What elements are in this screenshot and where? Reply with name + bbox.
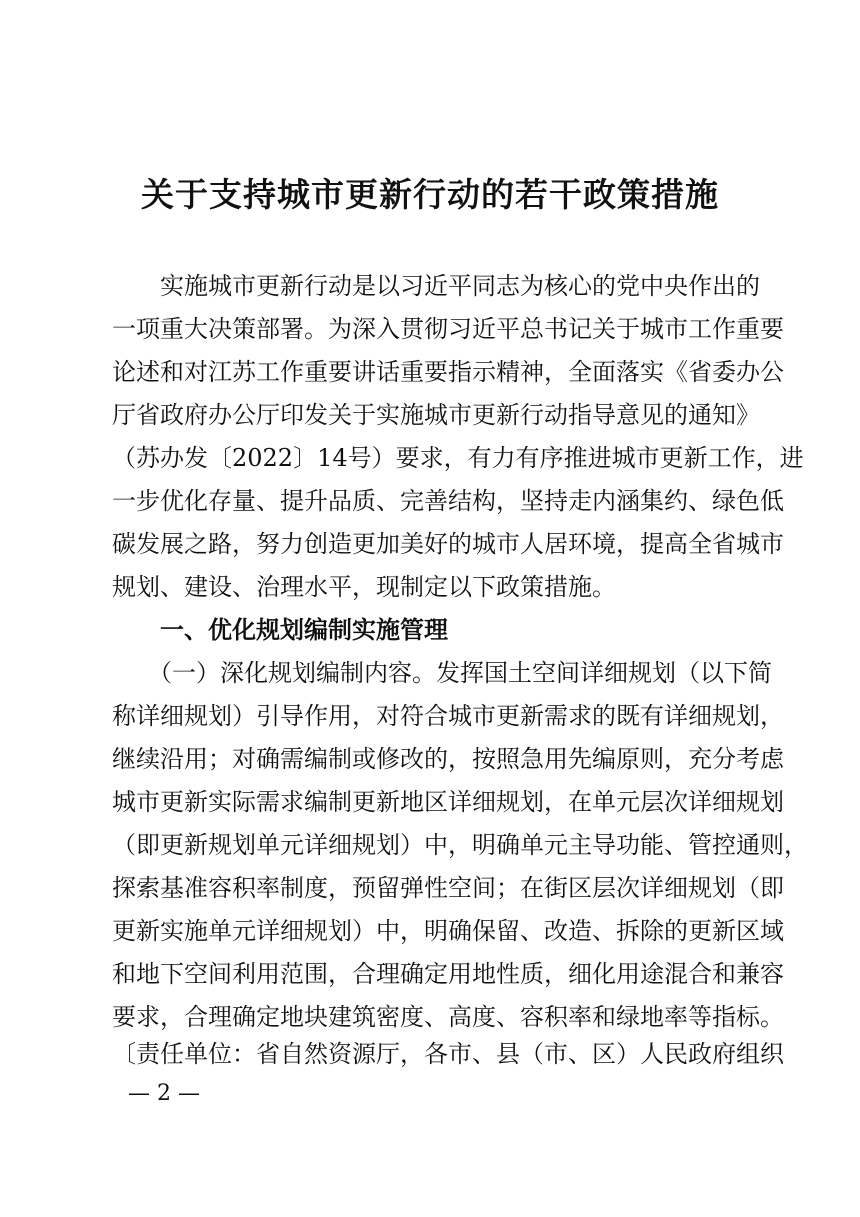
- paragraph-line: 城市更新实际需求编制更新地区详细规划，在单元层次详细规划: [112, 788, 784, 816]
- paragraph-line: （苏办发〔2022〕14号）要求，有力有序推进城市更新工作，进: [112, 444, 804, 472]
- paragraph-line: 要求，合理确定地块建筑密度、高度、容积率和绿地率等指标。: [112, 1003, 784, 1031]
- paragraph-line: 论述和对江苏工作重要讲话重要指示精神，全面落实《省委办公: [112, 358, 784, 386]
- paragraph-line: 和地下空间利用范围，合理确定用地性质，细化用途混合和兼容: [112, 960, 784, 988]
- paragraph-line: 探索基准容积率制度，预留弹性空间；在街区层次详细规划（即: [112, 874, 784, 902]
- paragraph-line: （即更新规划单元详细规划）中，明确单元主导功能、管控通则，: [112, 831, 808, 859]
- paragraph-line: 规划、建设、治理水平，现制定以下政策措施。: [112, 573, 616, 601]
- paragraph-line: 一项重大决策部署。为深入贯彻习近平总书记关于城市工作重要: [112, 315, 784, 343]
- section-heading: 一、优化规划编制实施管理: [112, 615, 448, 644]
- paragraph-line: 称详细规划）引导作用，对符合城市更新需求的既有详细规划，: [112, 702, 784, 730]
- paragraph-line: 继续沿用；对确需编制或修改的，按照急用先编原则，充分考虑: [112, 745, 784, 773]
- paragraph-line: 实施城市更新行动是以习近平同志为核心的党中央作出的: [112, 272, 760, 300]
- paragraph-line: 更新实施单元详细规划）中，明确保留、改造、拆除的更新区域: [112, 917, 784, 945]
- paragraph-line: 〔责任单位：省自然资源厅，各市、县（市、区）人民政府组织: [112, 1040, 784, 1068]
- paragraph-line: 厅省政府办公厅印发关于实施城市更新行动指导意见的通知》: [112, 401, 760, 429]
- paragraph-line: 一步优化存量、提升品质、完善结构，坚持走内涵集约、绿色低: [112, 487, 784, 515]
- page-number: — 2 —: [128, 1081, 200, 1106]
- document-title: 关于支持城市更新行动的若干政策措施: [141, 175, 719, 214]
- paragraph-line: （一）深化规划编制内容。发挥国土空间详细规划（以下简: [112, 659, 772, 687]
- paragraph-line: 碳发展之路，努力创造更加美好的城市人居环境，提高全省城市: [112, 530, 784, 558]
